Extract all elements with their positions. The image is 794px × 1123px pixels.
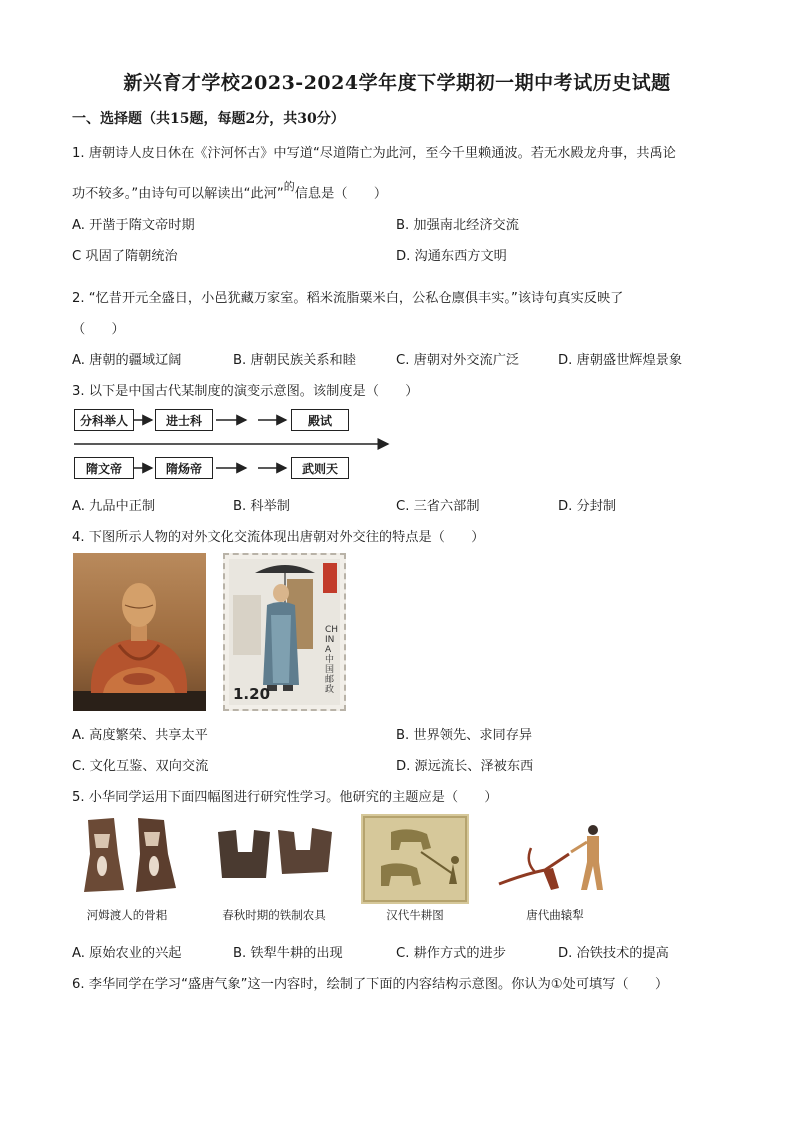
q1-stem-line2 <box>72 180 387 201</box>
q1-stem-part-b: 的 <box>283 180 295 193</box>
exam-title: 新兴育才学校2023-2024学年度下学期初一期中考试历史试题 <box>123 72 671 94</box>
q2-option-b[interactable]: B. 唐朝民族关系和睦 <box>233 353 356 368</box>
q1-option-a[interactable]: A. 开凿于隋文帝时期 <box>72 218 195 233</box>
jianzhen-statue-photo <box>73 553 206 711</box>
q4-stem: 4. 下图所示人物的对外文化交流体现出唐朝对外交往的特点是（ ） <box>72 530 485 545</box>
q2-option-a[interactable]: A. 唐朝的疆域辽阔 <box>72 353 182 368</box>
q3-option-b[interactable]: B. 科举制 <box>233 499 290 514</box>
caption-iron-tools: 春秋时期的铁制农具 <box>222 908 326 922</box>
han-ox-plowing-image <box>361 814 469 904</box>
section-heading: 一、选择题（共15题，每题2分，共30分） <box>72 111 345 127</box>
q2-stem-line2: （ ） <box>72 322 125 337</box>
q1-option-c[interactable]: C 巩固了隋朝统治 <box>72 249 178 264</box>
diagram-box-wu-zetian: 武则天 <box>291 457 349 479</box>
q1-option-d[interactable]: D. 沟通东西方文明 <box>396 249 507 264</box>
q1-stem-part-c: 信息是（ ） <box>294 186 388 202</box>
q5-stem: 5. 小华同学运用下面四幅图进行研究性学习。他研究的主题应是（ ） <box>72 790 498 805</box>
q5-option-c[interactable]: C. 耕作方式的进步 <box>396 946 506 961</box>
monk-stamp-image <box>223 553 346 711</box>
iron-tools-image <box>214 822 336 884</box>
q1-stem-line1: 1. 唐朝诗人皮日休在《汴河怀古》中写道“尽道隋亡为此河，至今千里赖通波。若无水殿龙舟事，共禹论 <box>72 146 676 161</box>
q4-option-d[interactable]: D. 源远流长、泽被东西 <box>396 759 534 774</box>
q3-option-c[interactable]: C. 三省六部制 <box>396 499 480 514</box>
q2-option-d[interactable]: D. 唐朝盛世辉煌景象 <box>558 353 683 368</box>
bone-spade-image <box>80 814 180 896</box>
diagram-box-jinshi: 进士科 <box>155 409 213 431</box>
q2-option-c[interactable]: C. 唐朝对外交流广泛 <box>396 353 520 368</box>
q6-stem: 6. 李华同学在学习“盛唐气象”这一内容时，绘制了下面的内容结构示意图。你认为①处可填写（ ） <box>72 977 669 992</box>
q3-stem: 3. 以下是中国古代某制度的演变示意图。该制度是（ ） <box>72 384 419 399</box>
diagram-box-sui-yangdi: 隋炀帝 <box>155 457 213 479</box>
q4-option-b[interactable]: B. 世界领先、求同存异 <box>396 728 533 743</box>
diagram-box-subject-selection: 分科举人 <box>74 409 134 431</box>
q5-option-b[interactable]: B. 铁犁牛耕的出现 <box>233 946 343 961</box>
q1-stem-part-a: 功不较多。”由诗句可以解读出“此河” <box>72 186 284 202</box>
caption-tang-curved-plow: 唐代曲辕犁 <box>526 908 584 922</box>
q5-option-a[interactable]: A. 原始农业的兴起 <box>72 946 182 961</box>
diagram-box-palace-exam: 殿试 <box>291 409 349 431</box>
q2-stem-line1: 2. “忆昔开元全盛日，小邑犹藏万家室。稻米流脂粟米白，公私仓廪俱丰实。”该诗句真实反映了 <box>72 291 624 306</box>
caption-bone-spade: 河姆渡人的骨耜 <box>86 908 168 922</box>
tang-curved-plow-image <box>495 818 613 898</box>
stamp-country: CHINA 中国邮政 <box>325 625 339 695</box>
q1-option-b[interactable]: B. 加强南北经济交流 <box>396 218 519 233</box>
q4-option-a[interactable]: A. 高度繁荣、共享太平 <box>72 728 208 743</box>
diagram-box-sui-wendi: 隋文帝 <box>74 457 134 479</box>
q4-option-c[interactable]: C. 文化互鉴、双向交流 <box>72 759 209 774</box>
q5-option-d[interactable]: D. 冶铁技术的提高 <box>558 946 669 961</box>
q3-option-a[interactable]: A. 九品中正制 <box>72 499 156 514</box>
caption-han-ox-plowing: 汉代牛耕图 <box>386 908 444 922</box>
q3-option-d[interactable]: D. 分封制 <box>558 499 617 514</box>
stamp-value: 1.20 <box>233 685 271 703</box>
